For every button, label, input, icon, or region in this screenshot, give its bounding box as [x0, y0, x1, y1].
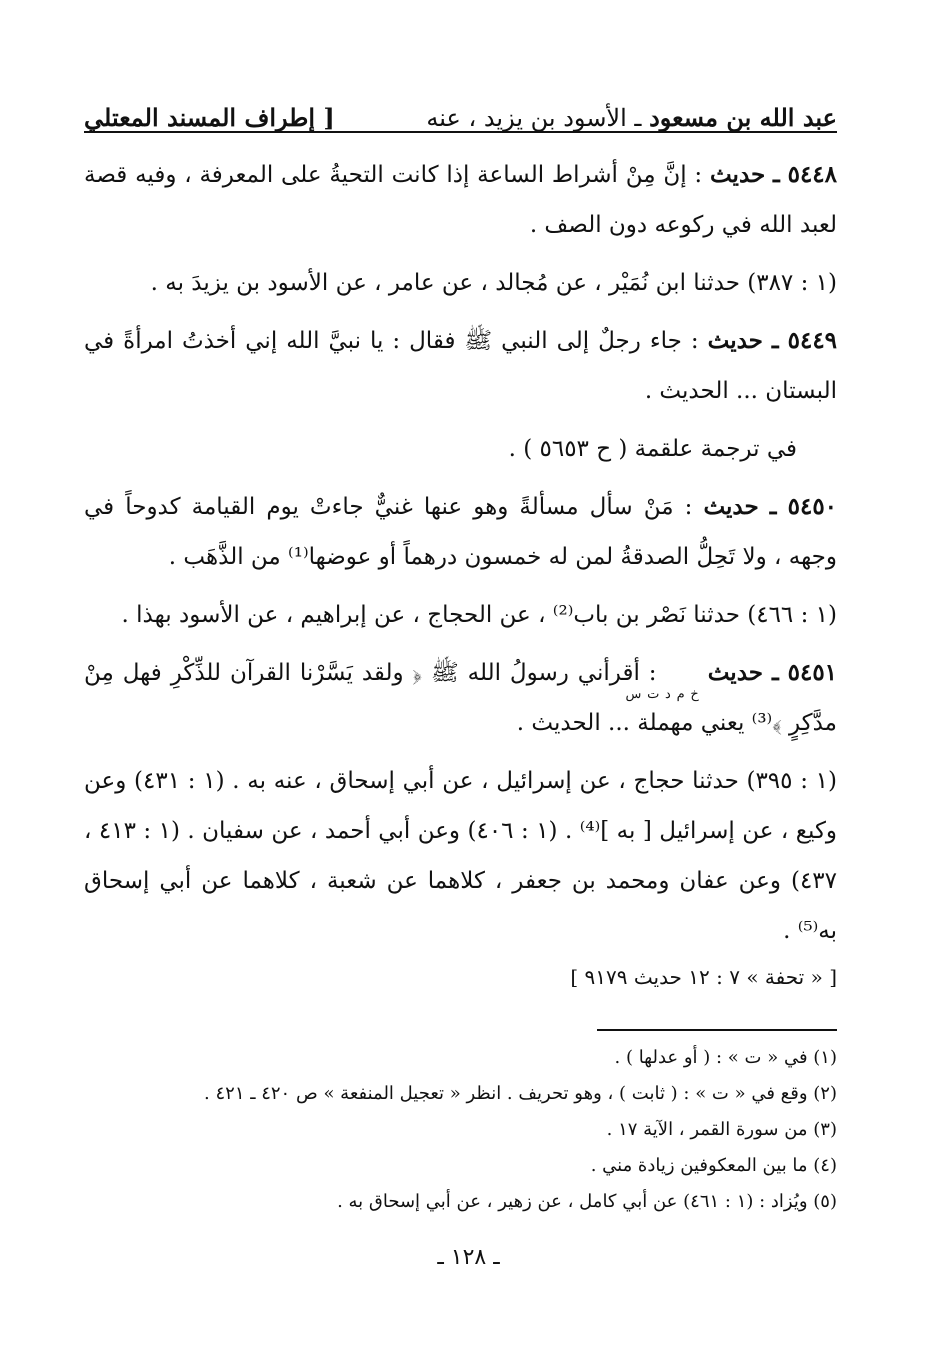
header-subtitle: الأسود بن يزيد ، عنه [426, 104, 627, 132]
entry-dash: ـ [771, 327, 779, 354]
entry-dash: ـ [771, 659, 779, 686]
footnote-2: (٢) وقع في « ت » : ( ثابت ) ، وهو تحريف . انظر « تعجيل المنفعة » ص ٤٢٠ ـ ٤٢١ . [204, 1083, 837, 1104]
entry-5450 [84, 482, 837, 582]
entry-text: : أقرأني رسولُ الله ﷺ ﴿ ولقد يَسَّرْنا القرآن للذِّكْرِ فهل مِنْ مدَّكِرٍ ﴾⁽³⁾ يعني مهملة ... الحديث . [84, 660, 837, 736]
entry-text: : إنَّ مِنْ أشراط الساعة إذا كانت التحيةُ على المعرفة ، وفيه قصة لعبد الله في ركوعه دون الصف . [84, 162, 837, 238]
tuhfa-reference: [ « تحفة » ٧ : ١٢ حديث ٩١٧٩ ] [570, 965, 837, 989]
entry-keyword: حديث [709, 161, 766, 188]
entry-number: ٥٤٤٨ [787, 161, 838, 188]
entry-source: (١ : ٣٩٥) حدثنا حجاج ، عن إسرائيل ، عن أبي إسحاق ، عنه به . (١ : ٤٣١) وعن وكيع ، عن إسرائيل [ به ]⁽⁴⁾ . (١ : ٤٠٦) وعن أبي أحمد ، عن سفيان . (١ : ٤١٣ ، ٤٣٧) وعن عفان ومحمد بن جعفر ، كلاهما عن شعبة ، كلاهما عن أبي إسحاق به⁽⁵⁾ . [84, 768, 838, 944]
footnote-1: (١) في « ت » : ( أو عدلها ) . [614, 1047, 837, 1068]
header-title: عبد الله بن مسعود [649, 103, 837, 132]
footnote-5: (٥) ويُزاد : (١ : ٤٦١) عن أبي كامل ، عن زهير ، عن أبي إسحاق به . [337, 1191, 837, 1212]
footnote-4: (٤) ما بين المعكوفين زيادة مني . [590, 1155, 837, 1176]
footnote-3: (٣) من سورة القمر ، الآية ١٧ . [606, 1119, 837, 1140]
entry-text: : جاء رجلٌ إلى النبي ﷺ فقال : يا نبيَّ الله إني أخذتُ امرأةً في البستان ... الحديث . [84, 328, 837, 404]
running-head-right [426, 103, 837, 132]
page-body [84, 150, 837, 994]
entry-keyword: حديث [707, 659, 763, 686]
header-separator: ـ [634, 104, 642, 132]
running-head-left [84, 103, 335, 132]
entry-5451 [84, 648, 837, 748]
footnote-rule [597, 1029, 837, 1031]
entry-5448 [84, 150, 837, 250]
entry-source: (١ : ٣٨٧) حدثنا ابن نُمَيْر ، عن مُجالد ، عن عامر ، عن الأسود بن يزيدَ به . [150, 270, 837, 296]
collection-symbols: خ م د ت س [625, 687, 699, 702]
page-header [84, 92, 837, 132]
entry-number: ٥٤٥١ [787, 659, 838, 686]
entry-number: ٥٤٤٩ [787, 327, 838, 354]
entry-see-also: في ترجمة علقمة ( ح ٥٦٥٣ ) . [508, 436, 797, 462]
entry-dash: ـ [773, 161, 780, 188]
entry-number: ٥٤٥٠ [787, 493, 838, 520]
book-title: [ إطراف المسند المعتلي [84, 103, 335, 132]
footnotes [84, 1040, 837, 1220]
entry-source: (١ : ٤٦٦) حدثنا نَصْر بن باب⁽²⁾ ، عن الحجاج ، عن إبراهيم ، عن الأسود بهذا . [121, 602, 837, 628]
entry-dash: ـ [769, 493, 777, 520]
entry-text: : مَنْ سأل مسألةً وهو عنها غنيٌّ جاءتْ يوم القيامة كدوحاً في وجهه ، ولا تَحِلُّ الصدقةُ لمن له خمسون درهماً أو عوضها⁽¹⁾ من الذَّهَب . [84, 494, 837, 570]
entry-5449 [84, 316, 837, 416]
entry-keyword: حديث [703, 493, 759, 520]
header-rule [84, 131, 837, 133]
entry-keyword: حديث [707, 327, 763, 354]
page-number: ـ ١٢٨ ـ [437, 1245, 500, 1270]
